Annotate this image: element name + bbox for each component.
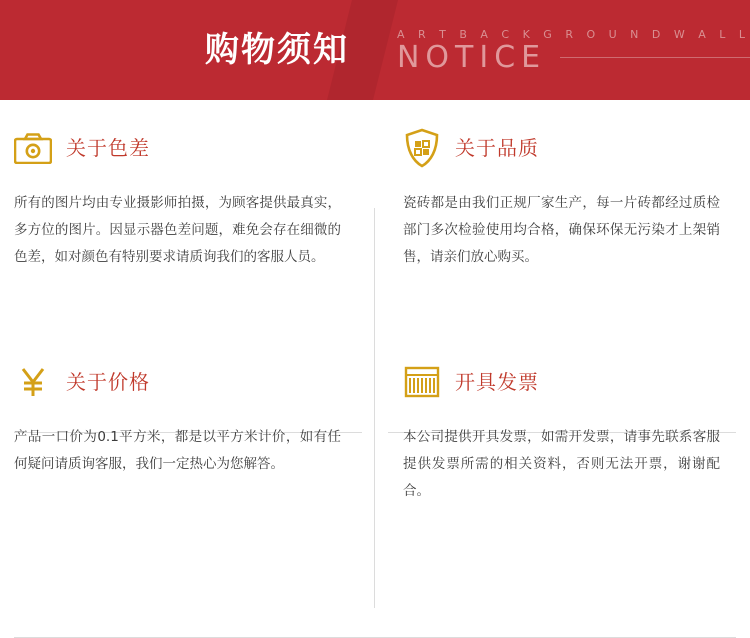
- yen-price-icon: [14, 362, 52, 402]
- notice-card-price: [0, 334, 375, 568]
- notice-card-color: [0, 100, 375, 334]
- header-en-row: [396, 39, 750, 75]
- invoice-icon: [403, 362, 441, 402]
- notice-card-header: [403, 362, 720, 402]
- header-title-block: [0, 0, 373, 100]
- notice-card-body: 瓷砖都是由我们正规厂家生产，每一片砖都经过质检部门多次检验使用均合格，确保环保无污染才上架销售，请亲们放心购买。: [403, 195, 720, 265]
- notice-card-body: 所有的图片均由专业摄影师拍摄，为顾客提供最真实，多方位的图片。因显示器色差问题，难免会存在细微的色差，如对颜色有特别要求请质询我们的客服人员。: [14, 195, 341, 265]
- notice-card-body: 本公司提供开具发票，如需开发票，请事先联系客服提供发票所需的相关资料，否则无法开票，谢谢配合。: [403, 429, 720, 499]
- notice-card-title: 关于品质: [455, 136, 539, 160]
- shield-quality-icon: [403, 128, 441, 168]
- notice-card-title: 开具发票: [455, 370, 539, 394]
- notice-card-title: 关于色差: [66, 136, 150, 160]
- page-header: [0, 0, 750, 100]
- header-title-en: NOTICE: [396, 39, 547, 75]
- camera-icon: [14, 128, 52, 168]
- notice-card-header: [14, 128, 341, 168]
- header-rule: [560, 57, 750, 58]
- notice-card-header: [403, 128, 720, 168]
- notice-card-body: 产品一口价为0.1平方米，都是以平方米计价，如有任何疑问请质询客服，我们一定热心为您解答。: [14, 429, 341, 472]
- page-title: 购物须知: [204, 30, 349, 70]
- header-subtitle-en: A R T B A C K G R O U N D W A L L: [396, 27, 750, 41]
- notice-grid: [0, 100, 750, 568]
- notice-card-title: 关于价格: [66, 370, 150, 394]
- header-subtitle-block: [373, 0, 750, 100]
- notice-card-invoice: [375, 334, 750, 568]
- notice-card-header: [14, 362, 341, 402]
- notice-card-quality: [375, 100, 750, 334]
